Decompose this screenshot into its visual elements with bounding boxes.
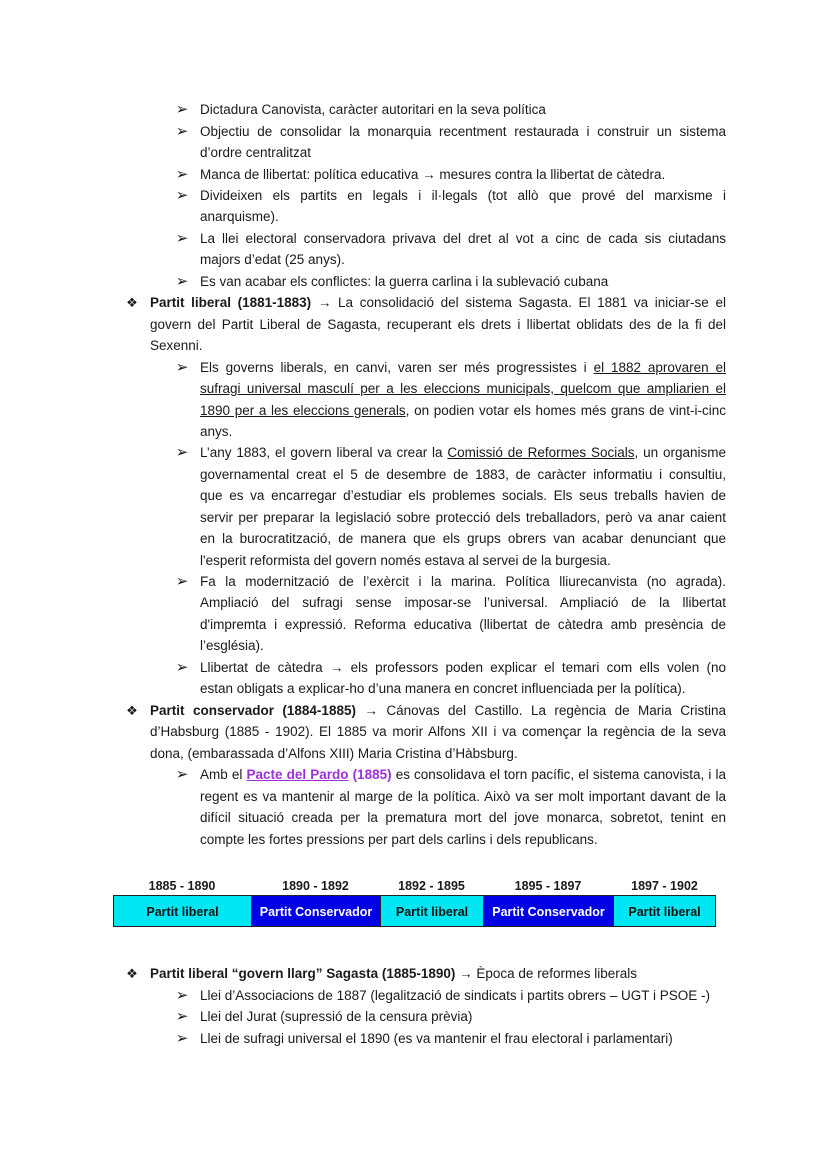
- timeline-period: 1895 - 1897: [514, 879, 582, 893]
- section-heading-line: Partit liberal (1881-1883) → La consolidació del sistema Sagasta. El 1881 va iniciar-se el: [150, 295, 726, 310]
- list-item-continued: que es va encarregar d’estudiar els problemes socials. Els seus treballs havien de: [200, 488, 726, 503]
- section-title: Partit liberal (1881-1883): [150, 295, 312, 310]
- list-item-continued: difícil situació creada per la prematura mort del jove monarca, sobretot, tenint en: [200, 810, 726, 825]
- list-item: La llei electoral conservadora privava del dret al vot a cinc de cada sis ciutadans: [200, 231, 726, 246]
- list-item-continued: anys.: [200, 424, 233, 439]
- list-item-continued: en la burocratització, de manera que els grups obrers van acabar denunciant que: [200, 531, 726, 546]
- list-item-continued: anarquisme).: [200, 209, 279, 224]
- list-item-continued: sufragi universal masculí per a les eleccions municipals, quelcom que ampliarien el: [200, 381, 726, 396]
- arrow-bullet-icon: ➢: [175, 230, 189, 247]
- arrow-bullet-icon: ➢: [175, 123, 189, 140]
- arrow-bullet-icon: ➢: [175, 101, 189, 118]
- timeline-party-cell: Partit liberal: [113, 895, 252, 927]
- paragraph-line: govern del Partit Liberal de Sagasta, recuperant els drets i llibertat oblidats des de la fi del: [150, 317, 726, 332]
- list-item: Manca de llibertat: política educativa → mesures contra la llibertat de càtedra.: [200, 167, 666, 182]
- paragraph-line: Sexenni.: [150, 338, 203, 353]
- list-item: Els governs liberals, en canvi, varen ser més progressistes i el 1882 aprovaren el: [200, 360, 726, 375]
- list-item-continued: regent es va mantenir al marge de la política. Això va ser molt important davant de la: [200, 789, 726, 804]
- arrow-bullet-icon: ➢: [175, 659, 189, 676]
- list-item-continued: l'esperit reformista del govern només estava al servei de la burgesia.: [200, 553, 611, 568]
- party-timeline-table: [113, 876, 716, 928]
- timeline-period: 1890 - 1892: [282, 879, 349, 893]
- arrow-bullet-icon: ➢: [175, 444, 189, 461]
- timeline-party-cell: Partit Conservador: [483, 895, 614, 927]
- section-heading-line: Partit liberal “govern llarg” Sagasta (1885-1890) → Època de reformes liberals: [150, 966, 637, 981]
- list-item: Objectiu de consolidar la monarquia recentment restaurada i construir un sistema: [200, 124, 726, 139]
- list-item-continued: governamental creat el 5 de desembre de 1883, de caràcter informatiu i consultiu,: [200, 467, 726, 482]
- section-heading-line: Partit conservador (1884-1885) → Cánovas del Castillo. La regència de Maria Cristina: [150, 703, 727, 718]
- arrow-bullet-icon: ➢: [175, 359, 189, 376]
- diamond-bullet-icon: ❖: [126, 295, 138, 310]
- list-item: L’any 1883, el govern liberal va crear la Comissió de Reformes Socials, un organisme: [200, 445, 726, 460]
- list-item-continued: Ampliació del sufragi sense imposar-se l’universal. Ampliació de la llibertat: [200, 595, 726, 610]
- list-item: Llei d’Associacions de 1887 (legalització de sindicats i partits obrers – UGT i PSOE -): [200, 988, 710, 1003]
- paragraph-line: dona, (embarassada d’Alfons XIII) Maria Cristina d’Hàbsburg.: [150, 746, 518, 761]
- list-item-continued: d’ordre centralitzat: [200, 145, 312, 160]
- timeline-period: 1885 - 1890: [148, 879, 216, 893]
- arrow-bullet-icon: ➢: [175, 273, 189, 290]
- list-item-continued: l’església).: [200, 638, 264, 653]
- section-title: Partit liberal “govern llarg” Sagasta (1885-1890): [150, 966, 456, 981]
- list-item: Llibertat de càtedra → els professors poden explicar el temari com ells volen (no: [200, 660, 726, 675]
- list-item: Divideixen els partits en legals i il·legals (tot allò que prové del marxisme i: [200, 188, 726, 203]
- arrow-bullet-icon: ➢: [175, 166, 189, 183]
- paragraph-line: d’Habsburg (1885 - 1902). El 1885 va morir Alfons XII i va començar la regència de la seva: [150, 724, 726, 739]
- list-item: Llei de sufragi universal el 1890 (es va mantenir el frau electoral i parlamentari): [200, 1031, 673, 1046]
- list-item: Dictadura Canovista, caràcter autoritari en la seva política: [200, 102, 546, 117]
- arrow-bullet-icon: ➢: [175, 573, 189, 590]
- pacte-del-pardo-link[interactable]: Pacte del Pardo: [246, 767, 349, 782]
- list-item: Llei del Jurat (supressió de la censura prèvia): [200, 1009, 473, 1024]
- list-item: Amb el Pacte del Pardo (1885) es consolidava el torn pacífic, el sistema canovista, i la: [200, 767, 726, 782]
- timeline-party-cell: Partit liberal: [380, 895, 484, 927]
- list-item-continued: estan obligats a explicar-ho d’una manera en concret influenciada per la política).: [200, 681, 686, 696]
- arrow-bullet-icon: ➢: [175, 766, 189, 783]
- arrow-bullet-icon: ➢: [175, 1030, 189, 1047]
- timeline-period: 1897 - 1902: [631, 879, 698, 893]
- timeline-party-cell: Partit Conservador: [251, 895, 381, 927]
- list-item-continued: 1890 per a les eleccions generals, on podien votar els homes més grans de vint-i-cinc: [200, 403, 726, 418]
- arrow-bullet-icon: ➢: [175, 987, 189, 1004]
- list-item: Es van acabar els conflictes: la guerra carlina i la sublevació cubana: [200, 274, 609, 289]
- list-item-continued: servir per preparar la legislació sobre protecció dels treballadors, però va anar caient: [200, 510, 726, 525]
- list-item-continued: d'impremta i expressió. Reforma educativa (llibertat de càtedra amb presència de: [200, 617, 726, 632]
- list-item: Fa la modernització de l’exèrcit i la marina. Política lliurecanvista (no agrada).: [200, 574, 726, 589]
- diamond-bullet-icon: ❖: [126, 966, 138, 981]
- list-item-continued: compte les fortes pressions per part dels carlins i dels republicans.: [200, 832, 598, 847]
- timeline-party-cell: Partit liberal: [613, 895, 716, 927]
- arrow-bullet-icon: ➢: [175, 187, 189, 204]
- timeline-period: 1892 - 1895: [398, 879, 465, 893]
- arrow-bullet-icon: ➢: [175, 1008, 189, 1025]
- section-title: Partit conservador (1884-1885): [150, 703, 356, 718]
- diamond-bullet-icon: ❖: [126, 703, 138, 718]
- list-item-continued: majors d’edat (25 anys).: [200, 252, 345, 267]
